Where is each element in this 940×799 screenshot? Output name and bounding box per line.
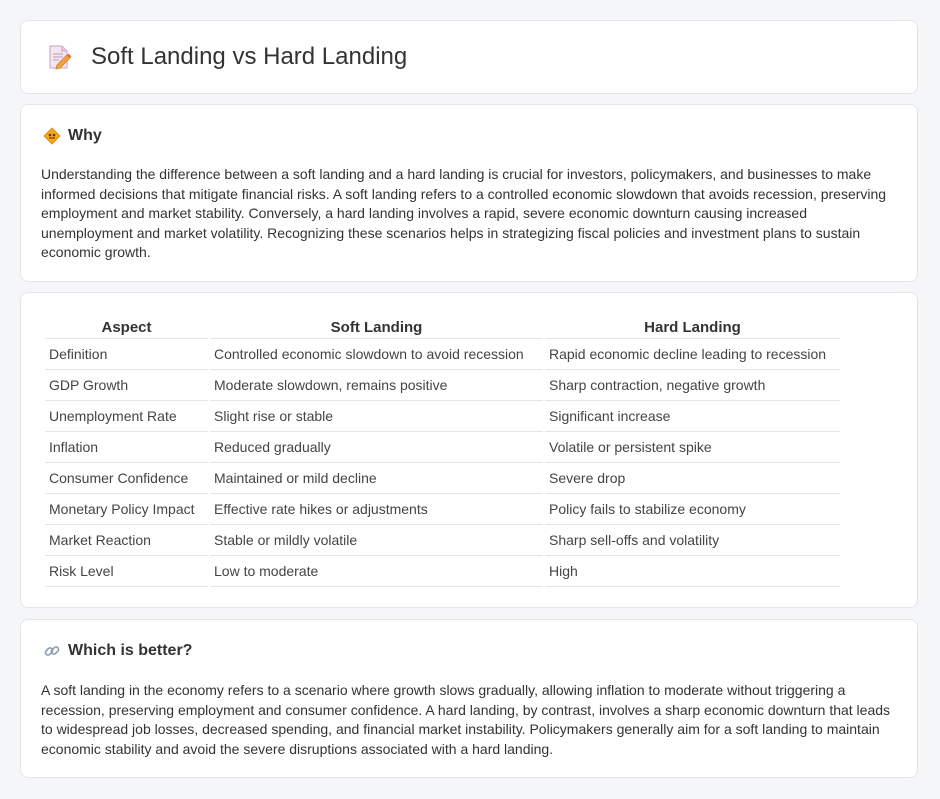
cell-hard: Volatile or persistent spike [545, 432, 840, 463]
table-row [45, 401, 840, 432]
cell-aspect: Inflation [45, 432, 208, 463]
comparison-card [20, 292, 918, 608]
cell-hard: Severe drop [545, 463, 840, 494]
why-card [20, 104, 918, 282]
title-row [45, 43, 407, 71]
why-heading: Why [68, 127, 102, 144]
why-text: Understanding the difference between a soft landing and a hard landing is crucial for investors, policymakers, and businesses to make informed decisions that mitigate financial risks. A soft landing refers to a controlled economic slowdown that avoids recession, preserving employment and market stability. Conversely, a hard landing involves a rapid, severe economic downturn causing increased unemployment and market volatility. Recognizing these scenarios helps in strategizing fiscal policies and investment plans to sustain economic growth. [41, 166, 887, 260]
table-header-row [45, 315, 840, 339]
cell-hard: Policy fails to stabilize economy [545, 494, 840, 525]
table-row [45, 494, 840, 525]
table-row [45, 525, 840, 556]
table-row [45, 556, 840, 587]
cell-aspect: Unemployment Rate [45, 401, 208, 432]
table-row [45, 432, 840, 463]
link-icon [43, 642, 61, 660]
cell-soft: Reduced gradually [210, 432, 543, 463]
cell-soft: Controlled economic slowdown to avoid recession [210, 339, 543, 370]
cell-aspect: Consumer Confidence [45, 463, 208, 494]
comparison-table [43, 315, 842, 587]
cell-hard: Sharp contraction, negative growth [545, 370, 840, 401]
cell-hard: Sharp sell-offs and volatility [545, 525, 840, 556]
table-row [45, 339, 840, 370]
header-aspect: Aspect [45, 315, 208, 339]
table-row [45, 463, 840, 494]
better-text: A soft landing in the economy refers to a scenario where growth slows gradually, allowing inflation to moderate without triggering a recession, preserving employment and consumer confidence. A hard landing, by contrast, involves a sharp economic downturn that leads to widespread job losses, decreased spending, and financial market instability. Policymakers generally aim for a soft landing to maintain economic stability and avoid the severe disruptions associated with a hard landing. [41, 682, 891, 757]
cell-hard: High [545, 556, 840, 587]
cell-aspect: Risk Level [45, 556, 208, 587]
cell-hard: Rapid economic decline leading to recession [545, 339, 840, 370]
cell-aspect: Definition [45, 339, 208, 370]
cell-soft: Slight rise or stable [210, 401, 543, 432]
which-is-better-card [20, 619, 918, 778]
cell-soft: Maintained or mild decline [210, 463, 543, 494]
cell-soft: Effective rate hikes or adjustments [210, 494, 543, 525]
cell-soft: Stable or mildly volatile [210, 525, 543, 556]
header-hard-landing: Hard Landing [545, 315, 840, 339]
header-soft-landing: Soft Landing [210, 315, 543, 339]
title-card [20, 20, 918, 94]
cell-soft: Moderate slowdown, remains positive [210, 370, 543, 401]
why-header [43, 127, 102, 145]
document-pencil-icon [45, 43, 73, 71]
diamond-sign-icon [43, 127, 61, 145]
page-title: Soft Landing vs Hard Landing [91, 43, 408, 70]
cell-hard: Significant increase [545, 401, 840, 432]
cell-aspect: Monetary Policy Impact [45, 494, 208, 525]
cell-soft: Low to moderate [210, 556, 543, 587]
cell-aspect: GDP Growth [45, 370, 208, 401]
better-heading: Which is better? [68, 642, 193, 659]
cell-aspect: Market Reaction [45, 525, 208, 556]
better-header [43, 642, 192, 660]
table-row [45, 370, 840, 401]
